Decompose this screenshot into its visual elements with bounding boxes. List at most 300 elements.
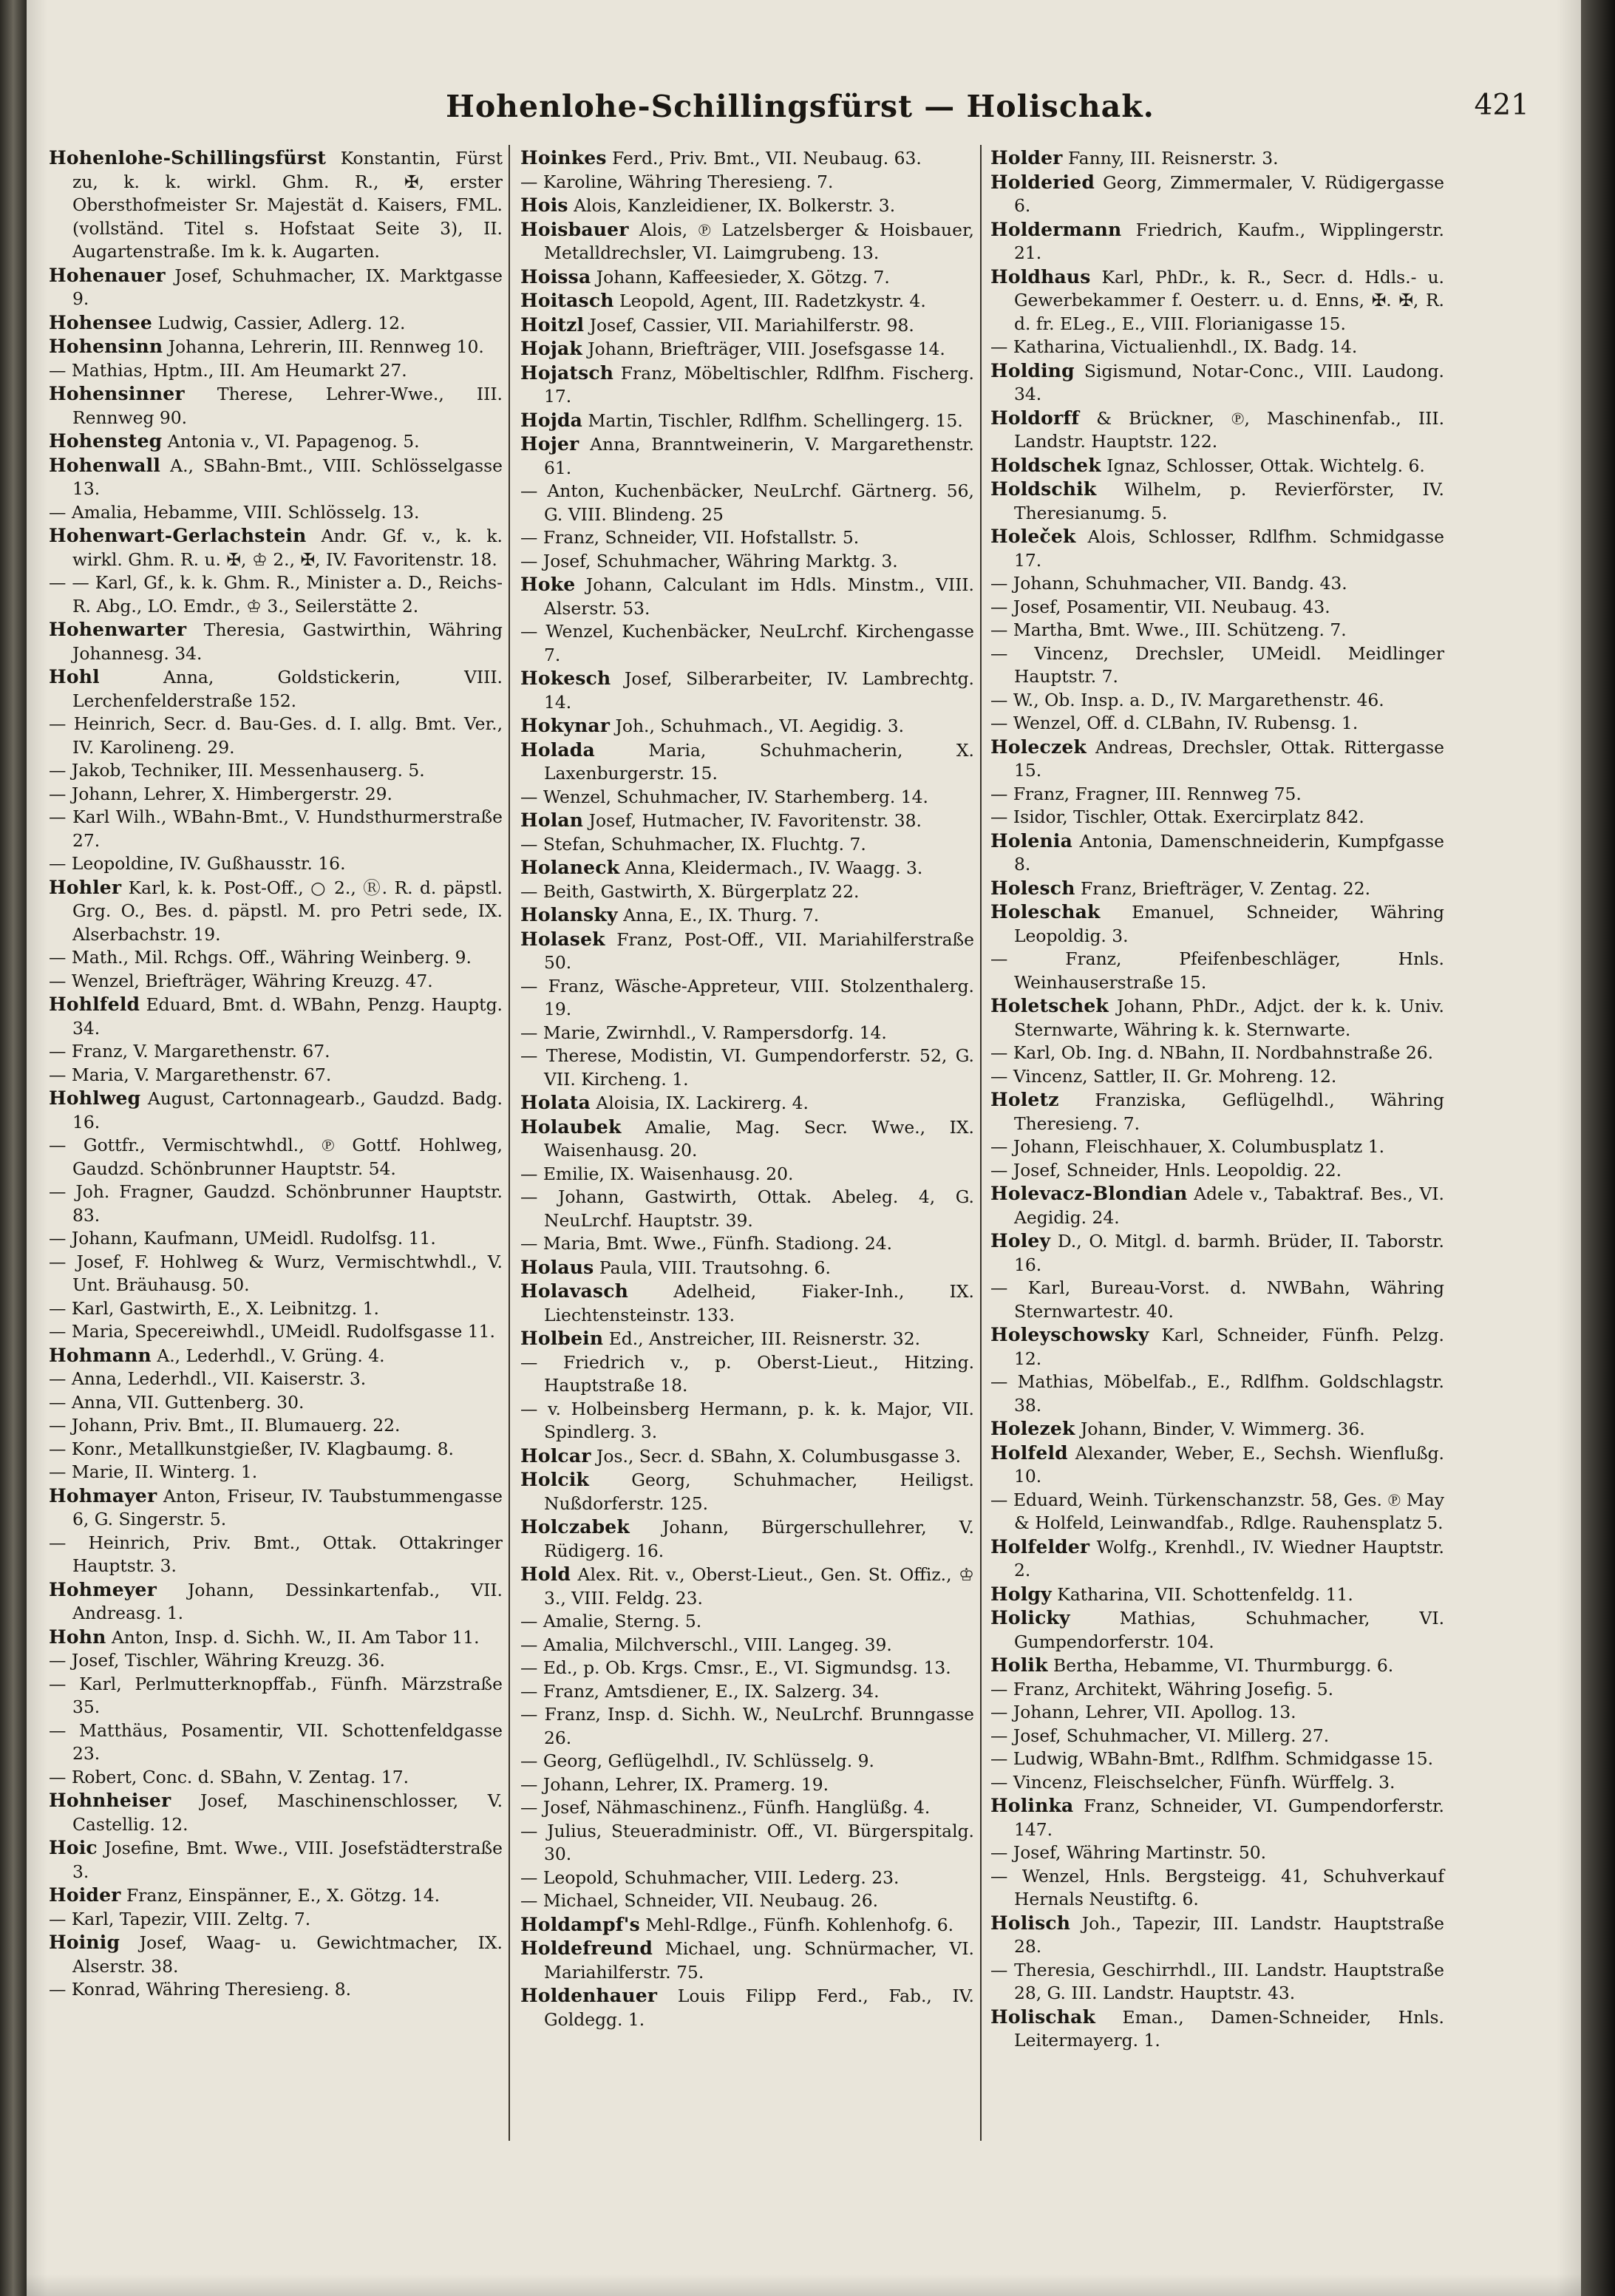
directory-page xyxy=(27,0,1581,2296)
entry-surname: Holaneck xyxy=(520,857,620,878)
directory-entry xyxy=(520,550,974,574)
entry-details: — Johann, Lehrer, X. Himbergerstr. 29. xyxy=(49,783,392,804)
entry-surname: Hohmayer xyxy=(49,1484,157,1507)
entry-surname: Holdschik xyxy=(990,478,1097,500)
directory-entry xyxy=(49,335,503,359)
directory-entry xyxy=(49,1391,503,1415)
entry-details: A., Lederhdl., V. Grüng. 4. xyxy=(151,1345,385,1366)
entry-details: Johann, Binder, V. Wimmerg. 36. xyxy=(1075,1419,1365,1439)
entry-surname: Holdenhauer xyxy=(520,1985,658,2006)
entry-surname: Holdefreund xyxy=(520,1937,653,1959)
directory-entry xyxy=(520,809,974,833)
entry-surname: Holfelder xyxy=(990,1535,1090,1558)
entry-details: Mehl-Rdlge., Fünfh. Kohlenhofg. 6. xyxy=(639,1914,954,1935)
entry-details: — Wenzel, Schuhmacher, IV. Starhemberg. 14. xyxy=(520,786,928,807)
entry-details: — Theresia, Geschirrhdl., III. Landstr. Hauptstraße 28, G. III. Landstr. Hauptstr. 43. xyxy=(990,1959,1444,2003)
entry-details: Johann, PhDr., Adjct. der k. k. Univ. Sternwarte, Währing k. k. Sternwarte. xyxy=(1014,996,1444,1040)
directory-entry xyxy=(49,1626,503,1650)
entry-surname: Hoinkes xyxy=(520,147,607,169)
entry-details: — Josef, Posamentir, VII. Neubaug. 43. xyxy=(990,596,1330,617)
directory-entry xyxy=(990,525,1444,572)
entry-details: Joh., Schuhmach., VI. Aegidig. 3. xyxy=(610,716,905,736)
directory-entry xyxy=(990,1865,1444,1912)
directory-entry xyxy=(990,1323,1444,1371)
directory-entry xyxy=(990,572,1444,596)
directory-entry xyxy=(990,407,1444,454)
directory-column-1 xyxy=(49,146,503,2002)
entry-details: Aloisia, IX. Lackirerg. 4. xyxy=(590,1093,809,1113)
entry-surname: Holan xyxy=(520,809,584,831)
directory-entry xyxy=(990,712,1444,736)
entry-details: — Anton, Kuchenbäcker, NeuLrchf. Gärtnerg. 56, G. VIII. Blindeng. 25 xyxy=(520,480,974,525)
entry-surname: Hois xyxy=(520,194,568,216)
directory-entry xyxy=(49,1251,503,1297)
directory-entry xyxy=(520,573,974,620)
entry-details: Maria, Schuhmacherin, X. Laxenburgerstr. 15. xyxy=(544,739,974,784)
directory-entry xyxy=(990,1535,1444,1583)
directory-entry xyxy=(990,1701,1444,1725)
entry-surname: Hohenlohe-Schillingsfürst xyxy=(49,147,327,169)
entry-surname: Hojer xyxy=(520,433,579,455)
entry-surname: Hohl xyxy=(49,666,100,687)
entry-details: — Marie, Zwirnhdl., V. Rampersdorfg. 14. xyxy=(520,1022,887,1043)
entry-details: — Franz, Wäsche-Appreteur, VIII. Stolzenthalerg. 19. xyxy=(520,975,974,1019)
directory-entry xyxy=(990,218,1444,265)
entry-details: Friedrich, Kaufm., Wipplingerstr. 21. xyxy=(1014,219,1444,263)
entry-details: & Brückner, ℗, Maschinenfab., III. Landstr. Hauptstr. 122. xyxy=(1014,407,1444,452)
entry-details: — Franz, Architekt, Währing Josefig. 5. xyxy=(990,1678,1334,1699)
directory-entry xyxy=(520,1984,974,2031)
directory-entry xyxy=(990,1277,1444,1323)
directory-entry xyxy=(49,876,503,947)
entry-details: — Wenzel, Briefträger, Währing Kreuzg. 47. xyxy=(49,970,433,991)
entry-surname: Holeček xyxy=(990,526,1076,547)
directory-entry xyxy=(520,1398,974,1444)
entry-details: — Karl, Ob. Ing. d. NBahn, II. Nordbahnstraße 26. xyxy=(990,1042,1434,1063)
directory-entry xyxy=(49,1978,503,2002)
entry-surname: Holdorff xyxy=(990,407,1080,429)
directory-entry xyxy=(49,1461,503,1484)
entry-details: — Johann, Lehrer, IX. Pramerg. 19. xyxy=(520,1773,829,1795)
directory-entry xyxy=(49,946,503,970)
scan-left-edge xyxy=(0,0,27,2296)
entry-details: — Franz, Amtsdiener, E., IX. Salzerg. 34. xyxy=(520,1680,880,1702)
entry-surname: Holderied xyxy=(990,171,1095,193)
entry-details: Josef, Schuhmacher, IX. Marktgasse 9. xyxy=(72,265,503,309)
directory-entry xyxy=(520,714,974,738)
entry-details: — Johann, Fleischhauer, X. Columbusplatz 1. xyxy=(990,1136,1385,1157)
entry-details: Josef, Silberarbeiter, IV. Lambrechtg. 14. xyxy=(544,668,974,713)
directory-entry xyxy=(990,454,1444,478)
entry-details: — Vincenz, Fleischselcher, Fünfh. Würffelg. 3. xyxy=(990,1771,1395,1793)
entry-details: Karl, Schneider, Fünfh. Pelzg. 12. xyxy=(1014,1325,1444,1369)
directory-entry xyxy=(990,1371,1444,1417)
entry-surname: Holdampf's xyxy=(520,1913,640,1935)
entry-details: Ed., Anstreicher, III. Reisnerstr. 32. xyxy=(603,1328,921,1349)
entry-details: — Johann, Kaufmann, UMeidl. Rudolfsg. 11. xyxy=(49,1228,436,1249)
entry-details: Andr. Gf. v., k. k. wirkl. Ghm. R. u. ✠, ♔ 2., ✠, IV. Favoritenstr. 18. xyxy=(72,526,503,570)
entry-surname: Holdhaus xyxy=(990,265,1091,288)
directory-entry xyxy=(49,1297,503,1321)
entry-details: Anna, Branntweinerin, V. Margarethenstr. 61. xyxy=(544,434,974,478)
directory-entry xyxy=(990,1489,1444,1535)
directory-entry xyxy=(990,2005,1444,2053)
directory-entry xyxy=(49,1766,503,1790)
directory-entry xyxy=(990,146,1444,171)
directory-entry xyxy=(990,1748,1444,1771)
directory-entry xyxy=(520,1515,974,1563)
entry-details: — Stefan, Schuhmacher, IX. Fluchtg. 7. xyxy=(520,833,866,855)
entry-details: Karl, PhDr., k. R., Secr. d. Hdls.- u. Gewerbekammer f. Oesterr. u. d. Enns, ✠. ✠, R. d. fr. ELeg., E., VIII. Florianigasse 15. xyxy=(1014,266,1444,334)
entry-surname: Holfeld xyxy=(990,1441,1068,1464)
entry-details: Alex. Rit. v., Oberst-Lieut., Gen. St. Offiz., ♔ 3., VIII. Feldg. 23. xyxy=(544,1564,974,1609)
directory-entry xyxy=(49,1484,503,1532)
directory-entry xyxy=(520,480,974,526)
directory-entry xyxy=(49,1134,503,1181)
entry-details: — Matthäus, Posamentir, VII. Schottenfeldgasse 23. xyxy=(49,1719,503,1764)
entry-details: — Vincenz, Drechsler, UMeidl. Meidlinger Hauptstr. 7. xyxy=(990,642,1444,687)
entry-surname: Holetschek xyxy=(990,995,1109,1016)
directory-entry xyxy=(49,264,503,311)
directory-entry xyxy=(520,1563,974,1610)
directory-entry xyxy=(49,1040,503,1064)
directory-entry xyxy=(990,1725,1444,1748)
directory-entry xyxy=(49,1320,503,1344)
entry-details: — Beith, Gastwirth, X. Bürgerplatz 22. xyxy=(520,880,860,902)
entry-surname: Holansky xyxy=(520,904,618,925)
entry-details: Wolfg., Krenhdl., IV. Wiedner Hauptstr. 2. xyxy=(1014,1536,1444,1580)
directory-entry xyxy=(990,359,1444,407)
entry-details: — Maria, Specereiwhdl., UMeidl. Rudolfsgasse 11. xyxy=(49,1321,495,1342)
directory-entry xyxy=(520,1045,974,1091)
entry-surname: Holcik xyxy=(520,1469,590,1490)
directory-entry xyxy=(49,382,503,429)
entry-details: Alois, Kanzleidiener, IX. Bolkerstr. 3. xyxy=(568,195,896,216)
directory-entry xyxy=(520,313,974,338)
entry-details: — Josef, F. Hohlweg & Wurz, Vermischtwhdl., V. Unt. Bräuhausg. 50. xyxy=(49,1251,503,1295)
directory-entry xyxy=(990,994,1444,1042)
directory-entry xyxy=(990,900,1444,948)
entry-details: — Josef, Schuhmacher, VI. Millerg. 27. xyxy=(990,1725,1330,1746)
entry-details: Leopold, Agent, III. Radetzkystr. 4. xyxy=(613,291,926,311)
directory-entry xyxy=(520,1256,974,1280)
entry-details: — Johann, Priv. Bmt., II. Blumauerg. 22. xyxy=(49,1415,401,1436)
directory-entry xyxy=(49,429,503,454)
directory-entry xyxy=(520,1163,974,1186)
directory-entry xyxy=(520,265,974,290)
entry-details: — Ludwig, WBahn-Bmt., Rdlfhm. Schmidgasse 15. xyxy=(990,1748,1434,1769)
directory-entry xyxy=(520,218,974,265)
entry-details: Wilhelm, p. Revierförster, IV. Theresianumg. 5. xyxy=(1014,479,1444,523)
directory-entry xyxy=(990,1159,1444,1183)
directory-entry xyxy=(520,928,974,975)
directory-entry xyxy=(990,689,1444,713)
entry-surname: Hohenwart-Gerlachstein xyxy=(49,525,307,546)
directory-entry xyxy=(990,1088,1444,1135)
entry-surname: Hoitzl xyxy=(520,313,585,336)
entry-details: Jos., Secr. d. SBahn, X. Columbusgasse 3. xyxy=(591,1445,962,1467)
directory-entry xyxy=(520,1889,974,1913)
entry-details: — Julius, Steueradministr. Off., VI. Bürgerspitalg. 30. xyxy=(520,1820,974,1864)
entry-surname: Hoider xyxy=(49,1884,121,1906)
directory-entry xyxy=(520,146,974,171)
entry-details: — Johann, Gastwirth, Ottak. Abeleg. 4, G. NeuLrchf. Hauptstr. 39. xyxy=(520,1186,974,1231)
entry-surname: Holischak xyxy=(990,2005,1096,2028)
entry-surname: Hokesch xyxy=(520,668,611,689)
entry-details: Katharina, VII. Schottenfeldg. 11. xyxy=(1051,1583,1353,1605)
entry-details: — Gottfr., Vermischtwhdl., ℗ Gottf. Hohlweg, Gaudzd. Schönbrunner Hauptstr. 54. xyxy=(49,1135,503,1179)
entry-details: — Heinrich, Secr. d. Bau-Ges. d. I. allg. Bmt. Ver., IV. Karolineng. 29. xyxy=(49,713,503,758)
entry-surname: Holesch xyxy=(990,877,1075,899)
entry-details: — Marie, II. Winterg. 1. xyxy=(49,1461,258,1482)
entry-surname: Holczabek xyxy=(520,1516,630,1538)
directory-entry xyxy=(990,619,1444,642)
entry-details: Johann, Briefträger, VIII. Josefsgasse 14. xyxy=(582,339,945,359)
directory-entry xyxy=(520,903,974,928)
directory-entry xyxy=(990,1583,1444,1607)
entry-details: Karl, k. k. Post-Off., ○ 2., Ⓡ. R. d. päpstl. Grg. O., Bes. d. päpstl. M. pro Petri sede, IX. Alserbachstr. 19. xyxy=(72,877,503,945)
entry-details: Joh., Tapezir, III. Landstr. Hauptstraße 28. xyxy=(1014,1912,1444,1957)
entry-details: — Konr., Metallkunstgießer, IV. Klagbaumg. 8. xyxy=(49,1438,454,1459)
entry-details: — Karl, Gastwirth, E., X. Leibnitzg. 1. xyxy=(49,1297,379,1319)
directory-entry xyxy=(990,877,1444,901)
entry-details: — Ed., p. Ob. Krgs. Cmsr., E., VI. Sigmundsg. 13. xyxy=(520,1657,951,1678)
entry-details: — Leopold, Schuhmacher, VIII. Lederg. 23. xyxy=(520,1867,900,1888)
entry-details: Franz, Briefträger, V. Zentag. 22. xyxy=(1075,877,1371,899)
directory-entry xyxy=(520,432,974,480)
entry-details: Anton, Friseur, IV. Taubstummengasse 6, G. Singerstr. 5. xyxy=(72,1485,503,1529)
entry-details: Theresia, Gastwirthin, Währing Johannesg. 34. xyxy=(72,619,503,664)
entry-details: Josef, Hutmacher, IV. Favoritenstr. 38. xyxy=(583,810,922,831)
entry-details: — Michael, Schneider, VII. Neubaug. 26. xyxy=(520,1890,879,1911)
entry-details: Emanuel, Schneider, Währing Leopoldig. 3. xyxy=(1014,902,1444,946)
entry-surname: Holeschak xyxy=(990,901,1101,923)
directory-entry xyxy=(990,265,1444,336)
directory-entry xyxy=(520,337,974,361)
directory-entry xyxy=(520,1091,974,1115)
directory-entry xyxy=(49,618,503,665)
entry-surname: Hohensinner xyxy=(49,383,185,404)
directory-entry xyxy=(990,1606,1444,1654)
directory-entry xyxy=(49,571,503,618)
entry-details: — — Karl, Gf., k. k. Ghm. R., Minister a. D., Reichs-R. Abg., LO. Emdr., ♔ 3., Seilerstätte 2. xyxy=(49,572,503,617)
directory-entry xyxy=(49,1344,503,1368)
entry-details: Eduard, Bmt. d. WBahn, Penzg. Hauptg. 34. xyxy=(72,994,503,1039)
directory-entry xyxy=(49,1884,503,1908)
entry-details: Ludwig, Cassier, Adlerg. 12. xyxy=(152,312,406,333)
directory-entry xyxy=(990,1135,1444,1159)
entry-details: Adelheid, Fiaker-Inh., IX. Liechtensteinstr. 133. xyxy=(544,1281,974,1325)
directory-entry xyxy=(990,596,1444,619)
entry-details: Paula, VIII. Trautsohng. 6. xyxy=(594,1257,831,1278)
directory-entry xyxy=(49,1578,503,1626)
directory-entry xyxy=(49,1414,503,1438)
entry-details: Louis Filipp Ferd., Fab., IV. Goldegg. 1. xyxy=(544,1986,974,2030)
entry-details: — Eduard, Weinh. Türkenschanzstr. 58, Ges. ℗ May & Holfeld, Leinwandfab., Rdlge. Rauhensplatz 5. xyxy=(990,1489,1444,1533)
entry-details: Eman., Damen-Schneider, Hnls. Leitermayerg. 1. xyxy=(1014,2006,1444,2051)
entry-details: — Joh. Fragner, Gaudzd. Schönbrunner Hauptstr. 83. xyxy=(49,1181,503,1226)
entry-surname: Hold xyxy=(520,1563,571,1585)
entry-details: — Josef, Währing Martinstr. 50. xyxy=(990,1842,1267,1863)
directory-entry xyxy=(520,1703,974,1750)
entry-details: Alexander, Weber, E., Sechsh. Wienflußg. 10. xyxy=(1014,1442,1444,1487)
directory-entry xyxy=(990,1912,1444,1959)
entry-surname: Hoke xyxy=(520,574,576,595)
entry-details: Konstantin, Fürst zu, k. k. wirkl. Ghm. R., ✠, erster Obersthofmeister Sr. Majestät d. Kaisers, FML. (vollständ. Titel s. Hofstaat Seite 3), II. Augartenstraße. Im k. k. Augarten. xyxy=(72,148,503,262)
directory-entry xyxy=(49,1368,503,1391)
entry-details: — Amalia, Milchverschl., VIII. Langeg. 39. xyxy=(520,1634,892,1655)
directory-entry xyxy=(520,1186,974,1232)
directory-entry xyxy=(990,806,1444,829)
entry-details: Anna, Goldstickerin, VIII. Lerchenfelderstraße 152. xyxy=(72,667,503,711)
directory-entry xyxy=(520,786,974,809)
entry-details: Franz, Möbeltischler, Rdlfhm. Fischerg. 17. xyxy=(544,362,974,407)
entry-details: — Maria, Bmt. Wwe., Fünfh. Stadiong. 24. xyxy=(520,1233,893,1254)
directory-entry xyxy=(990,642,1444,689)
directory-entry xyxy=(49,1931,503,1978)
directory-entry xyxy=(520,1657,974,1680)
entry-details: Therese, Lehrer-Wwe., III. Rennweg 90. xyxy=(72,384,503,428)
entry-details: Josef, Maschinenschlosser, V. Castellig. 12. xyxy=(72,1790,503,1835)
entry-surname: Holicky xyxy=(990,1607,1070,1628)
directory-entry xyxy=(49,1087,503,1134)
directory-entry xyxy=(520,975,974,1022)
entry-details: Anna, Kleidermach., IV. Waagg. 3. xyxy=(619,857,923,878)
entry-surname: Holezek xyxy=(990,1418,1075,1439)
directory-entry xyxy=(520,1280,974,1327)
directory-entry xyxy=(49,1836,503,1884)
directory-entry xyxy=(49,311,503,336)
entry-surname: Holeyschowsky xyxy=(990,1324,1149,1345)
entry-surname: Hoisbauer xyxy=(520,218,629,240)
directory-entry xyxy=(520,361,974,409)
directory-entry xyxy=(49,759,503,783)
entry-details: — Johann, Lehrer, VII. Apollog. 13. xyxy=(990,1702,1296,1722)
directory-entry xyxy=(990,1654,1444,1678)
directory-entry xyxy=(49,359,503,383)
entry-details: Georg, Schuhmacher, Heiligst. Nußdorferstr. 125. xyxy=(544,1470,974,1514)
directory-entry xyxy=(990,783,1444,806)
entry-details: Ferd., Priv. Bmt., VII. Neubaug. 63. xyxy=(606,148,922,169)
entry-details: August, Cartonnagearb., Gaudzd. Badg. 16. xyxy=(72,1088,503,1132)
directory-entry xyxy=(990,829,1444,877)
directory-entry xyxy=(520,667,974,714)
entry-details: Anna, E., IX. Thurg. 7. xyxy=(617,905,820,925)
directory-entry xyxy=(520,194,974,218)
entry-surname: Hohnheiser xyxy=(49,1790,171,1811)
directory-entry xyxy=(520,856,974,880)
directory-entry xyxy=(990,736,1444,783)
entry-details: — Vincenz, Sattler, II. Gr. Mohreng. 12. xyxy=(990,1065,1337,1087)
directory-entry xyxy=(49,1227,503,1251)
directory-entry xyxy=(49,1908,503,1932)
entry-details: — Robert, Conc. d. SBahn, V. Zentag. 17. xyxy=(49,1766,409,1787)
entry-details: Michael, ung. Schnürmacher, VI. Mariahilferstr. 75. xyxy=(544,1938,974,1983)
entry-details: — Franz, Fragner, III. Rennweg 75. xyxy=(990,783,1302,804)
directory-entry xyxy=(520,1937,974,1984)
column-rule-1 xyxy=(509,145,510,2141)
entry-surname: Hojatsch xyxy=(520,361,614,384)
directory-entry xyxy=(49,713,503,759)
entry-details: — Leopoldine, IV. Gußhausstr. 16. xyxy=(49,853,346,874)
entry-details: A., SBahn-Bmt., VIII. Schlösselgasse 13. xyxy=(72,455,503,499)
directory-entry xyxy=(520,1796,974,1820)
entry-surname: Holenia xyxy=(990,829,1072,852)
entry-details: Andreas, Drechsler, Ottak. Rittergasse 15. xyxy=(1014,736,1444,781)
directory-entry xyxy=(520,1634,974,1657)
entry-details: Adele v., Tabaktraf. Bes., VI. Aegidig. 24. xyxy=(1014,1183,1444,1228)
entry-details: — Amalie, Sterng. 5. xyxy=(520,1611,702,1631)
column-rule-2 xyxy=(980,145,982,2141)
entry-details: — Josef, Schuhmacher, Währing Marktg. 3. xyxy=(520,550,898,571)
entry-details: Franz, Post-Off., VII. Mariahilferstraße 50. xyxy=(544,928,974,973)
entry-details: — Franz, V. Margarethenstr. 67. xyxy=(49,1041,330,1062)
entry-surname: Holik xyxy=(990,1654,1048,1676)
directory-column-3 xyxy=(990,146,1444,2053)
entry-details: — Josef, Tischler, Währing Kreuzg. 36. xyxy=(49,1650,385,1671)
entry-details: — Heinrich, Priv. Bmt., Ottak. Ottakringer Hauptstr. 3. xyxy=(49,1532,503,1576)
entry-surname: Holaubek xyxy=(520,1115,622,1138)
entry-surname: Hojda xyxy=(520,409,583,431)
entry-surname: Hoissa xyxy=(520,265,591,288)
entry-details: — Friedrich v., p. Oberst-Lieut., Hitzing. Hauptstraße 18. xyxy=(520,1351,974,1396)
entry-details: Alois, Schlosser, Rdlfhm. Schmidgasse 17. xyxy=(1014,526,1444,571)
directory-entry xyxy=(990,1959,1444,2005)
scan-right-edge xyxy=(1581,0,1615,2296)
directory-entry xyxy=(49,852,503,876)
directory-entry xyxy=(990,1417,1444,1441)
directory-column-2 xyxy=(520,146,974,2031)
entry-surname: Holeczek xyxy=(990,736,1087,758)
directory-entry xyxy=(520,1680,974,1704)
entry-details: — Anna, VII. Guttenberg. 30. xyxy=(49,1391,305,1413)
entry-details: Amalie, Mag. Secr. Wwe., IX. Waisenhausg. 20. xyxy=(544,1116,974,1161)
entry-details: Johanna, Lehrerin, III. Rennweg 10. xyxy=(163,336,484,357)
entry-details: — Wenzel, Off. d. CLBahn, IV. Rubensg. 1. xyxy=(990,713,1359,733)
entry-surname: Holata xyxy=(520,1092,591,1113)
entry-details: — Maria, V. Margarethenstr. 67. xyxy=(49,1064,332,1085)
entry-details: — Karoline, Währing Theresieng. 7. xyxy=(520,171,834,192)
entry-surname: Holisch xyxy=(990,1912,1071,1934)
directory-entry xyxy=(990,1678,1444,1702)
running-head xyxy=(49,89,1551,133)
entry-details: Johann, Kaffeesieder, X. Götzg. 7. xyxy=(591,266,890,288)
entry-details: — Wenzel, Hnls. Bergsteigg. 41, Schuhverkauf Hernals Neustiftg. 6. xyxy=(990,1865,1444,1909)
directory-entry xyxy=(49,1438,503,1461)
entry-details: Sigismund, Notar-Conc., VIII. Laudong. 34. xyxy=(1014,360,1444,404)
entry-details: Fanny, III. Reisnerstr. 3. xyxy=(1062,148,1279,169)
directory-entry xyxy=(49,1181,503,1227)
directory-entry xyxy=(990,1794,1444,1841)
directory-entry xyxy=(520,1610,974,1634)
entry-details: — Anna, Lederhdl., VII. Kaiserstr. 3. xyxy=(49,1368,367,1389)
entry-details: — v. Holbeinsberg Hermann, p. k. k. Major, VII. Spindlerg. 3. xyxy=(520,1398,974,1442)
entry-surname: Holcar xyxy=(520,1444,591,1467)
directory-entry xyxy=(49,970,503,994)
entry-details: Franz, Schneider, VI. Gumpendorferstr. 147. xyxy=(1014,1796,1444,1840)
entry-details: D., O. Mitgl. d. barmh. Brüder, II. Taborstr. 16. xyxy=(1014,1231,1444,1275)
directory-entry xyxy=(520,171,974,194)
entry-surname: Hohn xyxy=(49,1626,106,1648)
entry-surname: Hohlweg xyxy=(49,1087,141,1109)
entry-surname: Holinka xyxy=(990,1795,1074,1816)
entry-surname: Hoitasch xyxy=(520,290,614,311)
directory-entry xyxy=(49,783,503,806)
entry-details: Josefine, Bmt. Wwe., VIII. Josefstädterstraße 3. xyxy=(72,1838,503,1882)
directory-entry xyxy=(990,1841,1444,1865)
entry-surname: Holey xyxy=(990,1230,1051,1251)
entry-surname: Holavasch xyxy=(520,1280,628,1302)
